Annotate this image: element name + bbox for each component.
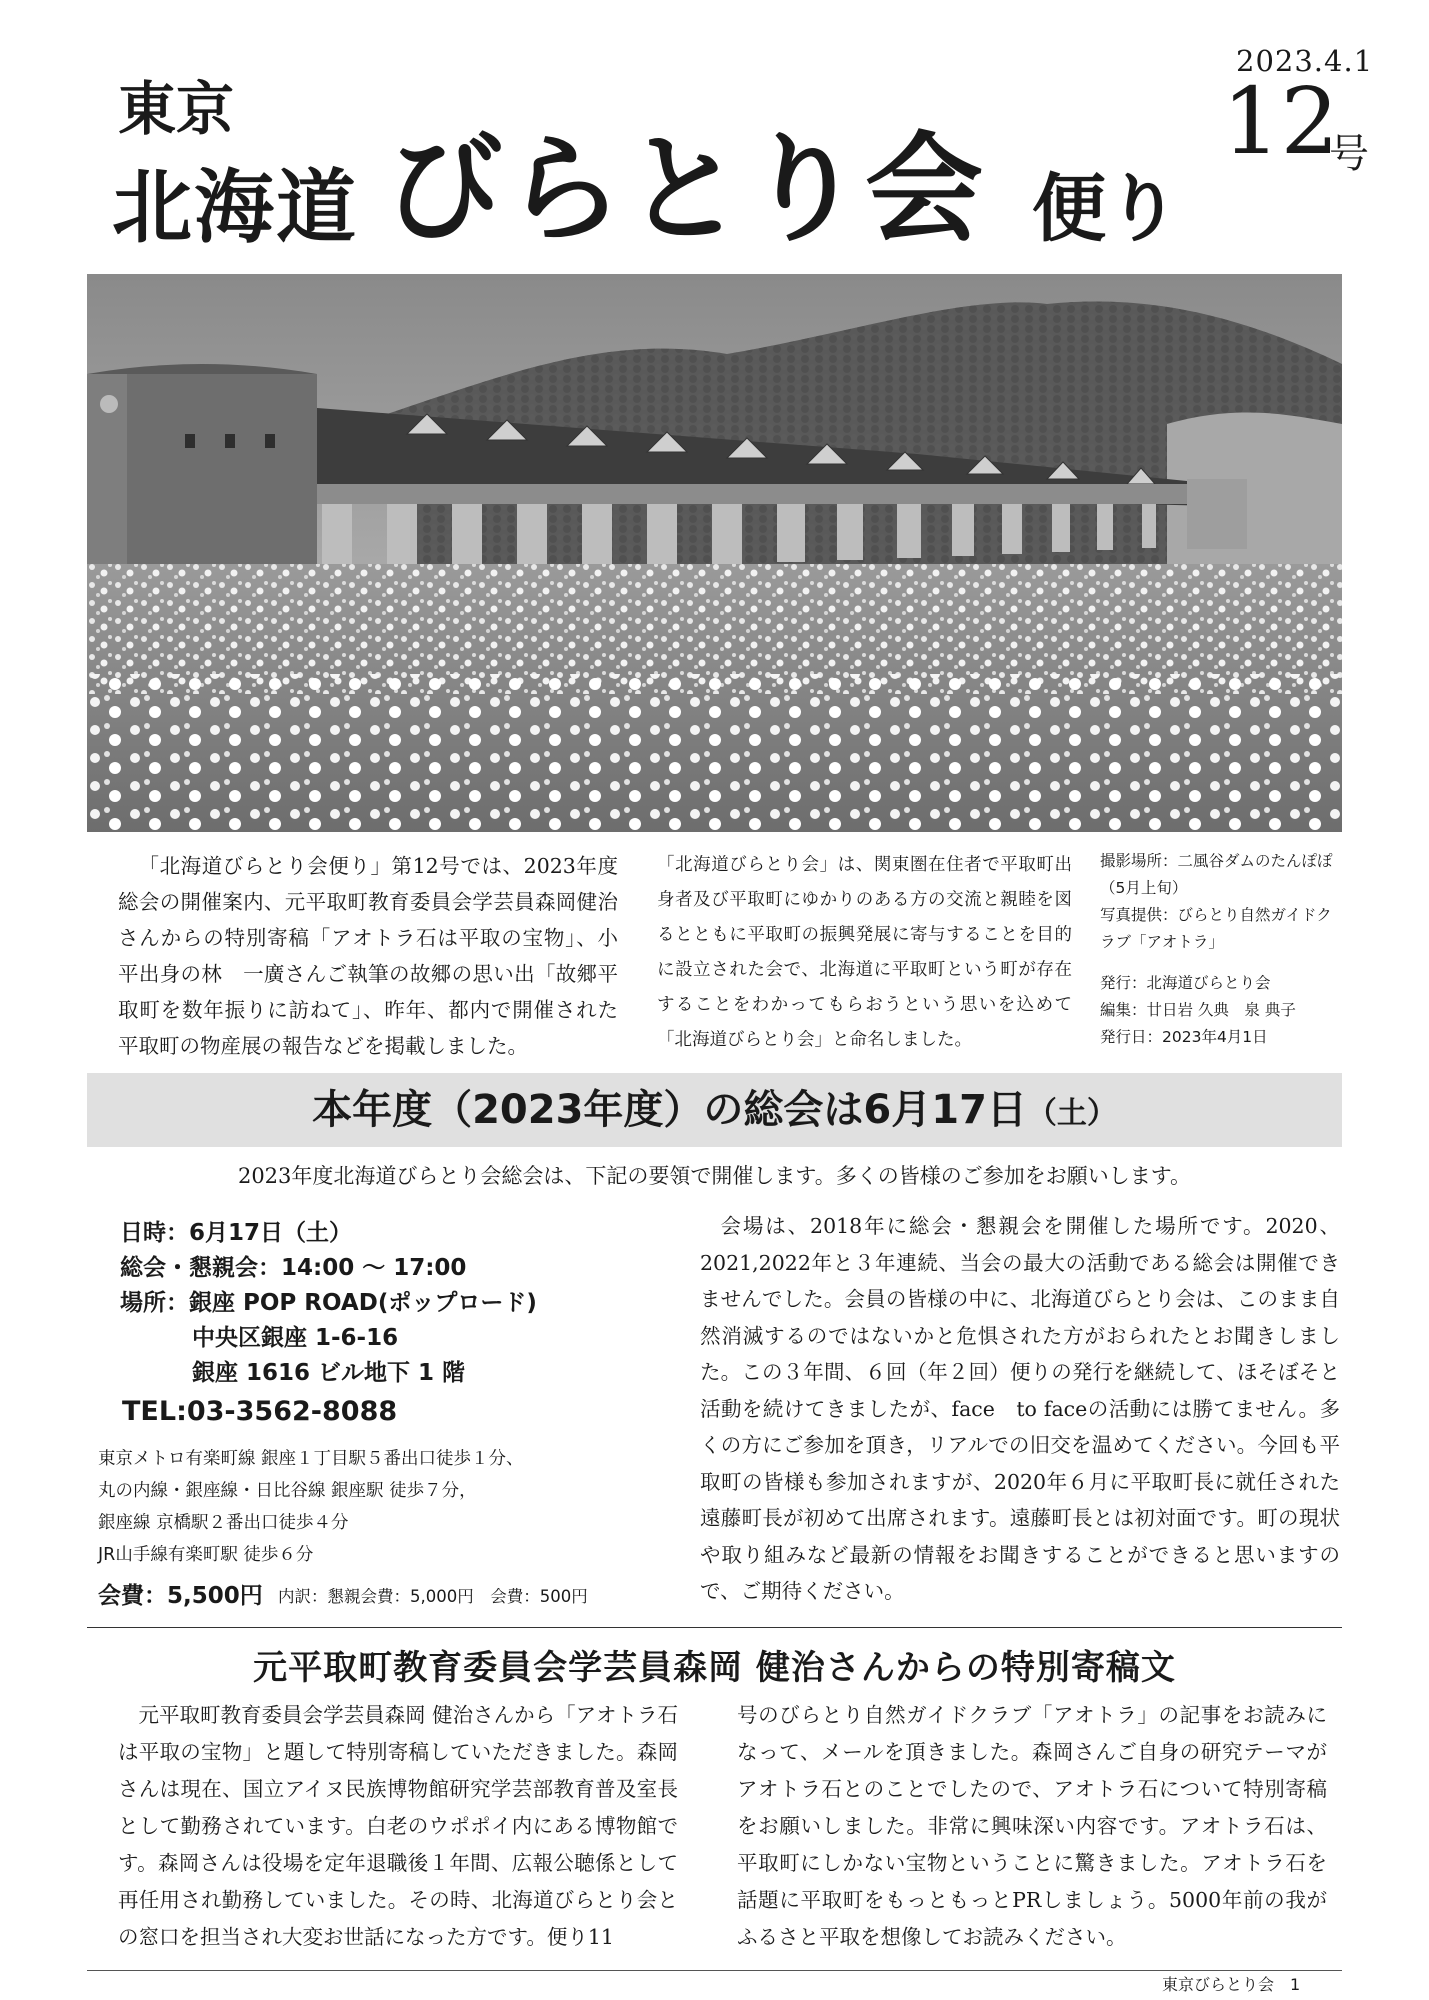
title-tayori: 便り [1032, 166, 1180, 252]
meeting-fee-detail: 内訳：懇親会費：5,000円 会費：500円 [278, 1587, 588, 1606]
meeting-title [87, 1078, 1342, 1146]
dam-dandelion-photo [87, 274, 1342, 832]
contribution-text-right: 号のびらとり自然ガイドクラブ「アオトラ」の記事をお読みになって、メールを頂きました。森岡さんご自身の研究テーマがアオトラ石とのことでしたので、アオトラ石について特別寄稿をお願いしました。非常に興味深い内容です。アオトラ石は、平取町にしかない宝物ということに驚きました。アオトラ石を話題に平取町をもっともっとPRしましょう。5000年前の我がふるさと平取を想像してお読みください。 [737, 1703, 1327, 1949]
publication-date: 発行日：2023年4月1日 [1100, 1028, 1268, 1046]
access-item: 丸の内線・銀座線・日比谷線 銀座駅 徒歩７分， [98, 1481, 477, 1501]
intro-info [1100, 848, 1340, 1051]
issue-date: 2023.4.1 [1236, 44, 1374, 78]
meeting-address-1: 中央区銀座 1-6-16 [192, 1325, 399, 1351]
meeting-title-main: 本年度（2023年度）の総会は6月17日 [312, 1087, 1027, 1133]
meeting-tel: TEL:03-3562-8088 [122, 1396, 398, 1427]
access-item: JR山手線有楽町駅 徒歩６分 [98, 1545, 314, 1565]
intro-text-left: 「北海道びらとり会便り」第12号では、2023年度総会の開催案内、元平取町教育委員会学芸員森岡健治さんからの特別寄稿「アオトラ石は平取の宝物」、小平出身の林 一廣さんご執筆の故郷の思い出「故郷平取町を数年振りに訪ねて」、昨年、都内で開催された平取町の物産展の報告などを掲載しました。 [118, 854, 618, 1058]
meeting-lead: 2023年度北海道びらとり会総会は、下記の要領で開催します。多くの皆様のご参加をお願いします。 [237, 1164, 1192, 1188]
intro-text-middle: 「北海道びらとり会」は、関東圏在住者で平取町出身者及び平取町にゆかりのある方の交流と親睦を図るとともに平取町の振興発展に寄与することを目的に設立された会で、北海道に平取町という町が存在することをわかってもらおうという思いを込めて「北海道びらとり会」と命名しました。 [657, 855, 1072, 1050]
photo-credit: 写真提供：びらとり自然ガイドクラブ「アオトラ」 [1100, 906, 1332, 951]
editors: 編集：廿日岩 久典 泉 典子 [1100, 1001, 1296, 1019]
access-list [98, 1443, 658, 1571]
issue-number: 12 [1222, 68, 1340, 175]
meeting-fee: 会費：5,500円 [98, 1583, 263, 1609]
section-divider [87, 1627, 1342, 1628]
meeting-title-day: （土） [1026, 1096, 1117, 1131]
title-tokyo: 東京 [118, 75, 235, 143]
meeting-address-2: 銀座 1616 ビル地下 1 階 [192, 1360, 466, 1386]
meeting-date: 日時：6月17日（土） [120, 1220, 353, 1246]
contribution-title: 元平取町教育委員会学芸員森岡 健治さんからの特別寄稿文 [253, 1648, 1176, 1688]
meeting-details [120, 1216, 680, 1391]
access-item: 銀座線 京橋駅２番出口徒歩４分 [98, 1513, 349, 1533]
title-hokkaido: 北海道 [112, 161, 358, 254]
page-footer: 東京びらとり会 1 [1162, 1975, 1301, 1994]
publisher: 発行：北海道びらとり会 [1100, 974, 1271, 992]
contribution-text-left: 元平取町教育委員会学芸員森岡 健治さんから「アオトラ石は平取の宝物」と題して特別寄稿していただきました。森岡さんは現在、国立アイヌ民族博物館研究学芸部教育普及室長として勤務されています。白老のウポポイ内にある博物館です。森岡さんは役場を定年退職後１年間、広報公聴係として再任用され勤務していました。その時、北海道びらとり会との窓口を担当され大変お世話になった方です。便り11 [118, 1703, 678, 1949]
meeting-time: 総会・懇親会：14:00 ～ 17:00 [120, 1255, 467, 1281]
footer-rule [87, 1970, 1342, 1971]
title-biratori: びらとり会 [385, 120, 986, 258]
meeting-place: 場所：銀座 POP ROAD(ポップロード) [120, 1290, 537, 1316]
photo-location: 撮影場所：二風谷ダムのたんぽぽ（5月上旬） [1100, 852, 1333, 897]
access-item: 東京メトロ有楽町線 銀座１丁目駅５番出口徒歩１分、 [98, 1449, 524, 1469]
issue-suffix: 号 [1329, 131, 1369, 177]
meeting-body: 会場は、2018年に総会・懇親会を開催した場所です。2020、2021,2022年と３年連続、当会の最大の活動である総会は開催できませんでした。会員の皆様の中に、北海道びらとり会は、このまま自然消滅するのではないかと危惧された方がおられたとお聞きしました。この３年間、６回（年２回）便りの発行を継続して、ほそぼそと活動を続けてきましたが、face to faceの活動には勝てません。多くの方にご参加を頂き，リアルでの旧交を温めてください。今回も平取町の皆様も参加されますが、2020年６月に平取町長に就任された遠藤町長が初めて出席されます。遠藤町長とは初対面です。町の現状や取り組みなど最新の情報をお聞きすることができると思いますので、ご期待ください。 [700, 1214, 1340, 1603]
